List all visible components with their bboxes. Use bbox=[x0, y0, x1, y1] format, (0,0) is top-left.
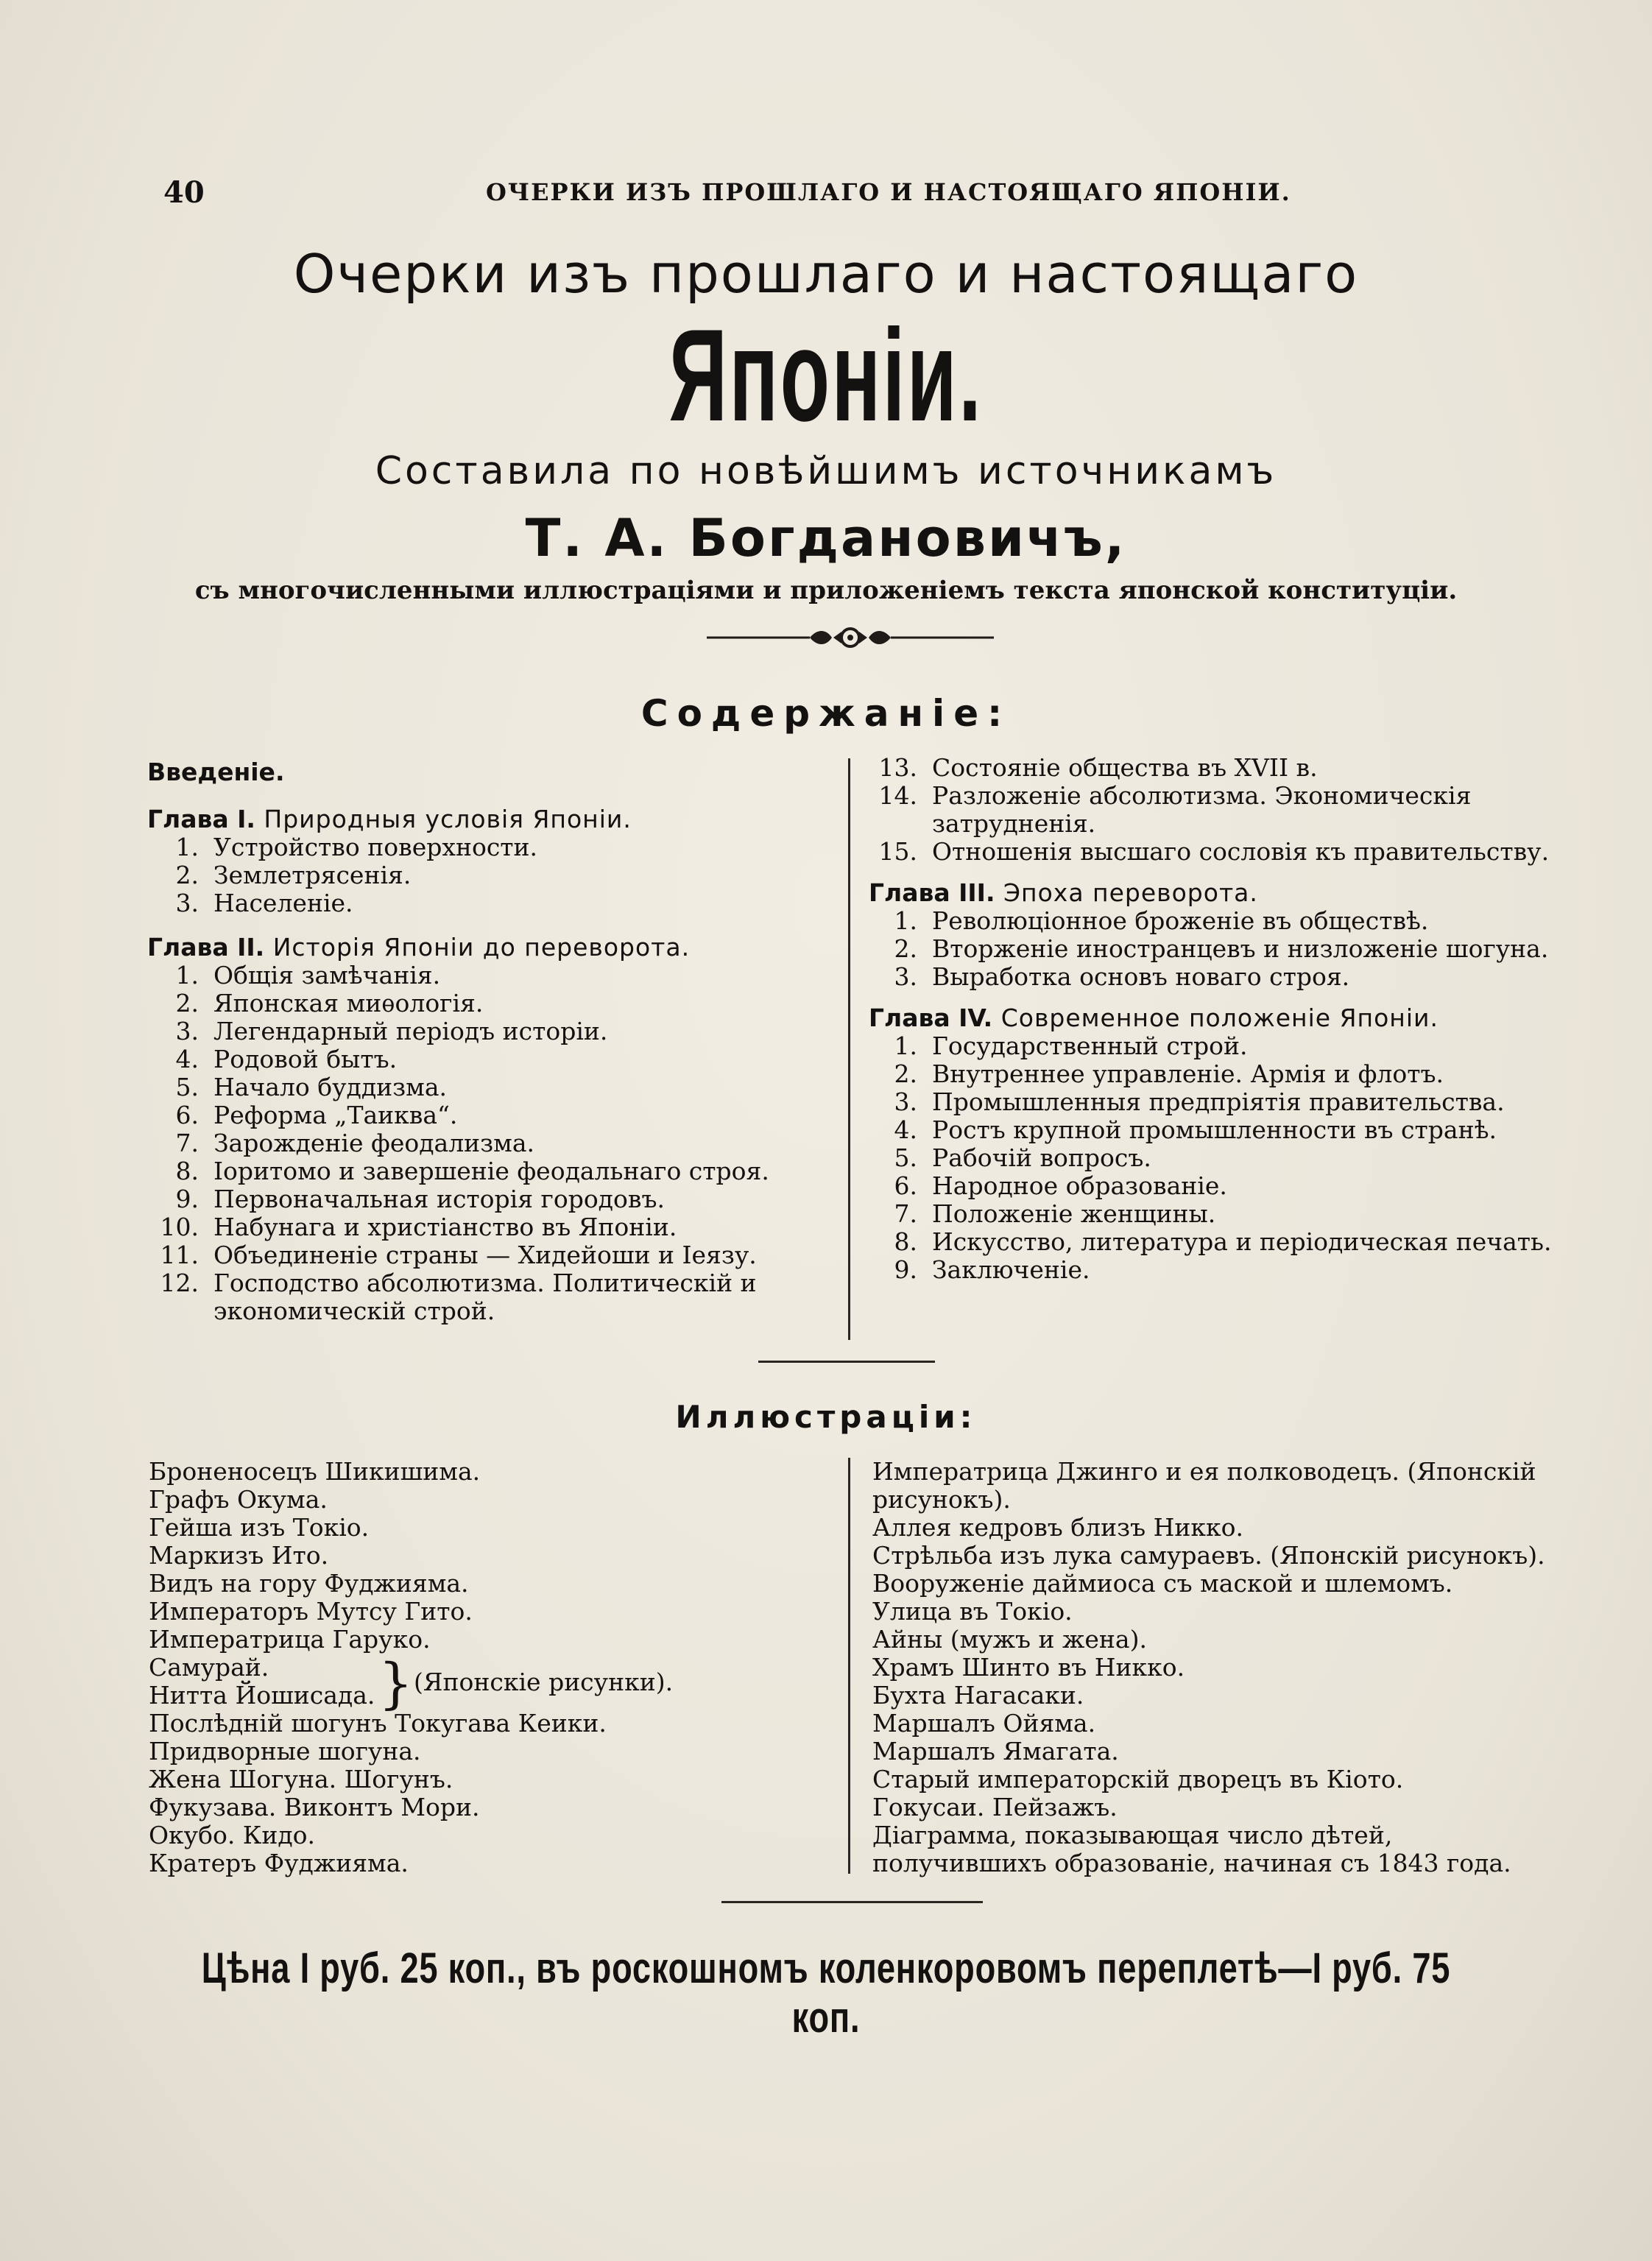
list-item: 2. Вторженіе иностранцевъ и низложеніе шогуна. bbox=[894, 934, 1549, 963]
contents-intro: Введеніе. bbox=[147, 758, 285, 786]
title-japan: Японіи. bbox=[668, 302, 984, 448]
list-item: 1. Государственный строй. bbox=[894, 1031, 1248, 1060]
list-item: Старый императорскій дворецъ въ Кіото. bbox=[872, 1765, 1404, 1793]
list-item: 6. Реформа „Таиква“. bbox=[175, 1101, 458, 1129]
list-item: 10. Набунага и христіанство въ Японіи. bbox=[160, 1213, 677, 1241]
chapter-2-heading: Глава II. Исторія Японіи до переворота. bbox=[147, 933, 691, 962]
list-item: Жена Шогуна. Шогунъ. bbox=[149, 1765, 453, 1793]
illustrations-left-column bbox=[149, 1458, 811, 1877]
list-item: 2. Японская миѳологія. bbox=[175, 989, 484, 1017]
list-item: Діаграмма, показывающая число дѣтей, получившихъ образованіе, начиная съ 1843 года. bbox=[872, 1821, 1511, 1877]
list-item: Гокусаи. Пейзажъ. bbox=[872, 1793, 1118, 1821]
list-item: Самурай. bbox=[149, 1653, 269, 1682]
list-item: Придворные шогуна. bbox=[149, 1737, 421, 1766]
chapter-4-items bbox=[869, 1032, 1557, 1284]
compiled-by: Составила по новѣйшимъ источникамъ bbox=[375, 449, 1277, 493]
list-item: Аллея кедровъ близъ Никко. bbox=[872, 1513, 1243, 1542]
list-item: 3. Населеніе. bbox=[175, 889, 353, 917]
list-item: Императрица Гаруко. bbox=[149, 1625, 431, 1654]
list-item: 3. Легендарный періодъ исторіи. bbox=[175, 1017, 608, 1045]
contents-heading: Содержаніе: bbox=[640, 692, 1012, 735]
list-item: Вооруженіе даймиоса съ маской и шлемомъ. bbox=[872, 1569, 1453, 1598]
list-item: 4. Ростъ крупной промышленности въ странѣ. bbox=[894, 1115, 1497, 1144]
list-item: 8. Іоритомо и завершеніе феодальнаго строя. bbox=[175, 1157, 769, 1185]
list-item: 15. Отношенія высшаго сословія къ правительству. bbox=[878, 837, 1550, 866]
list-item: Маркизъ Ито. bbox=[149, 1541, 329, 1570]
list-item: Стрѣльба изъ лука самураевъ. (Японскій рисунокъ). bbox=[872, 1541, 1545, 1570]
list-item: Айны (мужъ и жена). bbox=[872, 1625, 1147, 1654]
list-item: Храмъ Шинто въ Никко. bbox=[872, 1653, 1185, 1682]
chapter-2-continued-items bbox=[869, 754, 1557, 866]
section-divider bbox=[721, 1901, 983, 1903]
ornamental-divider-icon bbox=[707, 623, 994, 652]
list-item: 4. Родовой бытъ. bbox=[175, 1045, 398, 1073]
list-item: 8. Искусство, литература и періодическая печать. bbox=[894, 1227, 1552, 1256]
list-item: Кратеръ Фуджияма. bbox=[149, 1849, 409, 1877]
list-item: 5. Рабочій вопросъ. bbox=[894, 1143, 1151, 1172]
list-item: 14. Разложеніе абсолютизма. Экономическія затрудненія. bbox=[878, 781, 1472, 838]
list-item: Фукузава. Виконтъ Мори. bbox=[149, 1793, 480, 1821]
page-number: 40 bbox=[163, 175, 205, 210]
chapter-3-items bbox=[869, 907, 1557, 991]
title-line-1: Очерки изъ прошлаго и настоящаго bbox=[293, 243, 1359, 305]
list-item: 9. Заключеніе. bbox=[894, 1255, 1090, 1284]
list-item: Броненосецъ Шикишима. bbox=[149, 1457, 481, 1486]
author-name: Т. А. Богдановичъ, bbox=[525, 508, 1127, 568]
brace-group bbox=[149, 1652, 811, 1715]
price-line: Цѣна I руб. 25 коп., въ роскошномъ коленкоровомъ переплетѣ—I руб. 75 коп. bbox=[201, 1944, 1451, 2042]
chapter-2-items bbox=[147, 962, 832, 1325]
illustrations-heading: Иллюстраціи: bbox=[675, 1399, 977, 1435]
running-head bbox=[0, 175, 1652, 219]
list-item: 1. Устройство поверхности. bbox=[175, 833, 538, 861]
list-item: 3. Выработка основъ новаго строя. bbox=[894, 962, 1350, 991]
list-item: Графъ Окума. bbox=[149, 1485, 328, 1514]
list-item: Маршалъ Ойяма. bbox=[872, 1709, 1096, 1738]
list-item: 11. Объединеніе страны — Хидейоши и Іеязу. bbox=[160, 1241, 757, 1269]
chapter-1-items bbox=[147, 833, 832, 917]
list-item: 13. Состояніе общества въ XVII в. bbox=[878, 753, 1318, 782]
list-item: Окубо. Кидо. bbox=[149, 1821, 316, 1849]
running-title: ОЧЕРКИ ИЗЪ ПРОШЛАГО И НАСТОЯЩАГО ЯПОНІИ. bbox=[486, 178, 1291, 206]
chapter-3-heading: Глава III. Эпоха переворота. bbox=[869, 878, 1258, 907]
contents-column-divider bbox=[848, 758, 850, 1340]
list-item: Улица въ Токіо. bbox=[872, 1597, 1073, 1626]
list-item: 1. Общія замѣчанія. bbox=[175, 961, 441, 990]
chapter-1-heading: Глава I. Природныя условія Японіи. bbox=[147, 805, 632, 833]
list-item: 7. Зарожденіе феодализма. bbox=[175, 1129, 535, 1157]
list-item: 2. Внутреннее управленіе. Армія и флотъ. bbox=[894, 1059, 1444, 1088]
list-item: 2. Землетрясенія. bbox=[175, 861, 412, 889]
list-item: Императрица Джинго и ея полководецъ. (Японскій рисунокъ). bbox=[872, 1457, 1536, 1514]
list-item: 6. Народное образованіе. bbox=[894, 1171, 1227, 1200]
list-item: Маршалъ Ямагата. bbox=[872, 1737, 1119, 1766]
list-item: Видъ на гору Фуджияма. bbox=[149, 1569, 469, 1598]
illustrations-column-divider bbox=[848, 1458, 850, 1874]
contents-right-column bbox=[869, 754, 1557, 1284]
list-item: 5. Начало буддизма. bbox=[175, 1073, 448, 1101]
brace-icon: } bbox=[378, 1652, 414, 1715]
list-item: 7. Положеніе женщины. bbox=[894, 1199, 1216, 1228]
list-item: 12. Господство абсолютизма. Политическій и экономическій строй. bbox=[160, 1269, 757, 1325]
list-item: Бухта Нагасаки. bbox=[872, 1681, 1084, 1710]
list-item: Гейша изъ Токіо. bbox=[149, 1513, 370, 1542]
brace-label: (Японскіе рисунки). bbox=[414, 1668, 674, 1696]
chapter-4-heading: Глава IV. Современное положеніе Японіи. bbox=[869, 1003, 1439, 1032]
list-item: 3. Промышленныя предпріятія правительства. bbox=[894, 1087, 1505, 1116]
list-item: 9. Первоначальная исторія городовъ. bbox=[175, 1185, 665, 1213]
contents-left-column bbox=[147, 758, 832, 1325]
list-item: 1. Революціонное броженіе въ обществѣ. bbox=[894, 906, 1429, 935]
list-item: Послѣдній шогунъ Токугава Кеики. bbox=[149, 1709, 607, 1738]
list-item: Императоръ Мутсу Гито. bbox=[149, 1597, 473, 1626]
section-divider bbox=[758, 1361, 935, 1363]
illustrations-right-column bbox=[872, 1458, 1557, 1877]
list-item: Нитта Йошисада. bbox=[149, 1681, 375, 1710]
subtitle: съ многочисленными иллюстраціями и приложеніемъ текста японской конституціи. bbox=[194, 576, 1458, 605]
